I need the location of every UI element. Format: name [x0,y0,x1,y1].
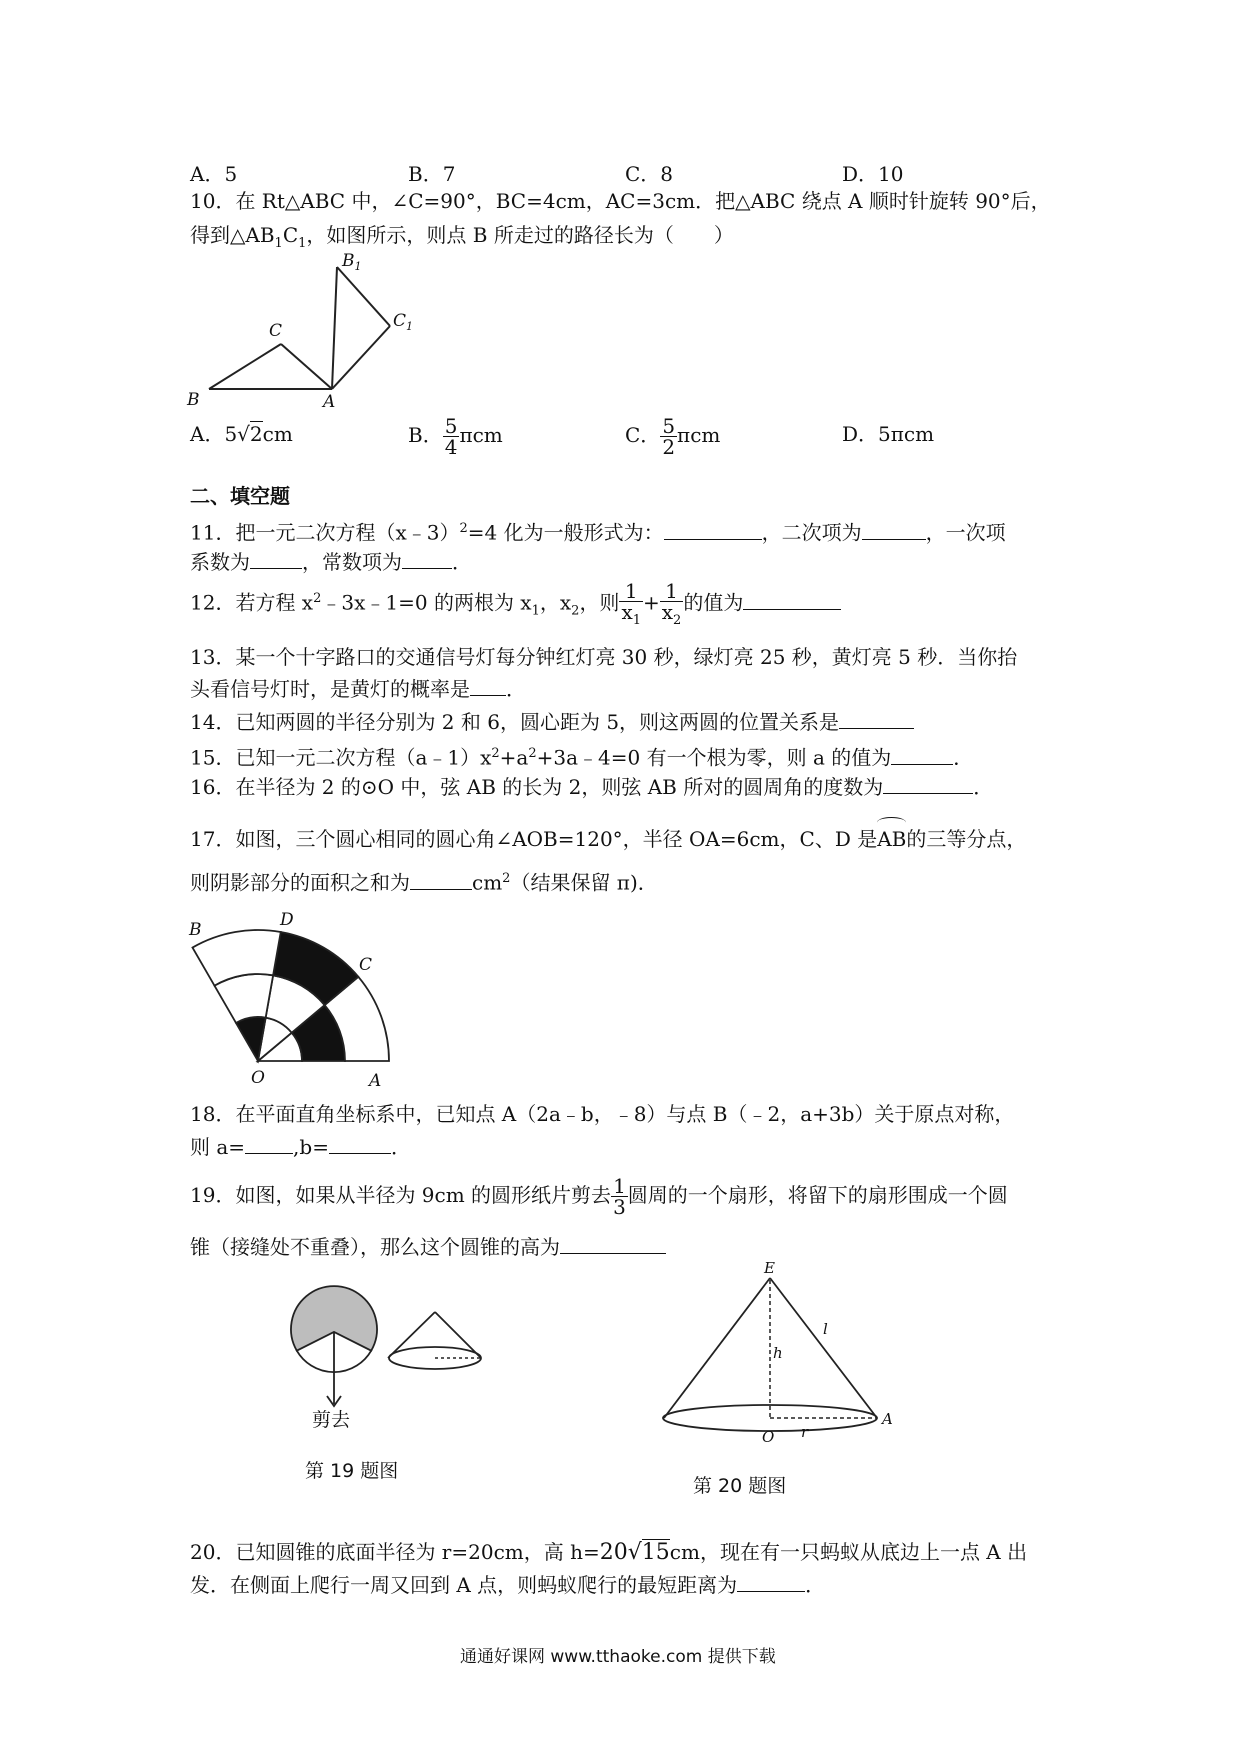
q11-line2: 系数为 ，常数项为 ． [190,550,472,574]
label-l: l [823,1320,828,1338]
label-a: A [882,1410,893,1428]
q9-option-c: C．8 [625,162,674,186]
section-heading: 二、填空题 [190,484,290,508]
q17-line1: 17．如图，三个圆心相同的圆心角∠AOB=120°，半径 OA=6cm，C、D 是 AB的三等分点， [190,826,1026,852]
label-h: h [773,1344,783,1362]
q13-line2: 头看信号灯时，是黄灯的概率是 ． [190,677,526,701]
edge-b1c1 [337,267,390,326]
cone-slant-height [770,1278,877,1418]
q9-option-b: B．7 [408,162,456,186]
label-a: A [323,392,336,412]
label-b1: $B_1$ [342,251,362,273]
q20-line2: 发．在侧面上爬行一周又回到 A 点，则蚂蚁爬行的最短距离为 ． [190,1573,826,1597]
q18-line2: 则 a= ,b= ． [190,1135,411,1159]
q10-option-a: A．5√2cm [190,422,293,446]
q20-line1: 20．已知圆锥的底面半径为 r=20cm，高 h=20√15cm，现在有一只蚂蚁从底边上一点 A 出 [190,1540,1028,1565]
footer-source: 通通好课网 www.tthaoke.com 提供下载 [460,1647,776,1667]
q18-line1: 18．在平面直角坐标系中，已知点 A（2a﹣b，﹣8）与点 B（﹣2，a+3b）关于原点对称， [190,1102,1015,1126]
cone-left-side [664,1278,770,1418]
label-o: O [762,1428,775,1446]
q16-line: 16．在半径为 2 的⊙O 中，弦 AB 的长为 2，则弦 AB 所对的圆周角的度数为 ． [190,775,994,799]
q10-line1: 10．在 Rt△ABC 中，∠C=90°，BC=4cm，AC=3cm．把△ABC 绕点 A 顺时针旋转 90°后， [190,189,1051,213]
label-r: r [801,1423,809,1441]
q9-option-d: D．10 [842,162,904,186]
q9-option-a: A．5 [190,162,238,186]
q19-line2: 锥（接缝处不重叠），那么这个圆锥的高为 [190,1234,666,1260]
label-e: E [764,1259,775,1277]
q12-line: 12．若方程 $x^2﹣3x﹣1=0$ 的两根为 $x_1$，$x_2$，则 $\frac{1}{x_1}$ + $\frac{1}{x_2}$ 的值为 [190,578,841,633]
edge-bc [209,344,281,389]
edge-ca [281,344,332,389]
q10-line2: 得到$\triangle AB_1C_1$，如图所示，则点 B 所走过的路径长为（ ） [190,223,734,251]
arc-ab-notation: AB [877,827,907,851]
q15-line: 15．已知一元二次方程$(a﹣1)x^2+a^2+3a﹣4=0$ 有一个根为零，则 a 的值为 ． [190,745,974,770]
q10-option-c: C． $\frac{5}{2}$ πcm [625,414,721,459]
q17-line2: 则阴影部分的面积之和为 $cm^2$（结果保留 π)． [190,870,658,895]
q20-caption: 第 20 题图 [693,1475,787,1497]
q11-line1: 11．把一元二次方程（x﹣3）$^2$=4 化为一般形式为： ，二次项为 ，一次项 [190,520,1006,545]
label-c: C [269,321,283,341]
label-c1: $C_1$ [393,311,414,333]
label-o: O [251,1068,265,1088]
label-a: A [369,1071,382,1091]
label-d: D [280,910,294,930]
q19-caption: 第 19 题图 [305,1460,399,1482]
label-c: C [359,955,373,975]
q20-cone-figure [650,1258,920,1448]
q10-option-b: B． $\frac{5}{4}$ πcm [408,414,503,459]
q10-option-d: D．5πcm [842,422,935,446]
label-b: B [187,390,200,410]
edge-c1a [332,326,390,389]
q17-sector-figure [180,908,410,1091]
q14-line: 14．已知两圆的半径分别为 2 和 6，圆心距为 5，则这两圆的位置关系是 [190,709,914,735]
q13-line1: 13．某一个十字路口的交通信号灯每分钟红灯亮 30 秒，绿灯亮 25 秒，黄灯亮 5 秒．当你抬 [190,645,1018,669]
cut-label: 剪去 [312,1409,351,1431]
edge-ab1 [332,267,337,389]
label-b: B [189,920,202,940]
q10-triangle-figure [185,248,414,412]
q19-line1: 19．如图，如果从半径为 9cm 的圆形纸片剪去 $\frac{1}{3}$ 圆周的一个扇形，将留下的扇形围成一个圆 [190,1174,1008,1219]
